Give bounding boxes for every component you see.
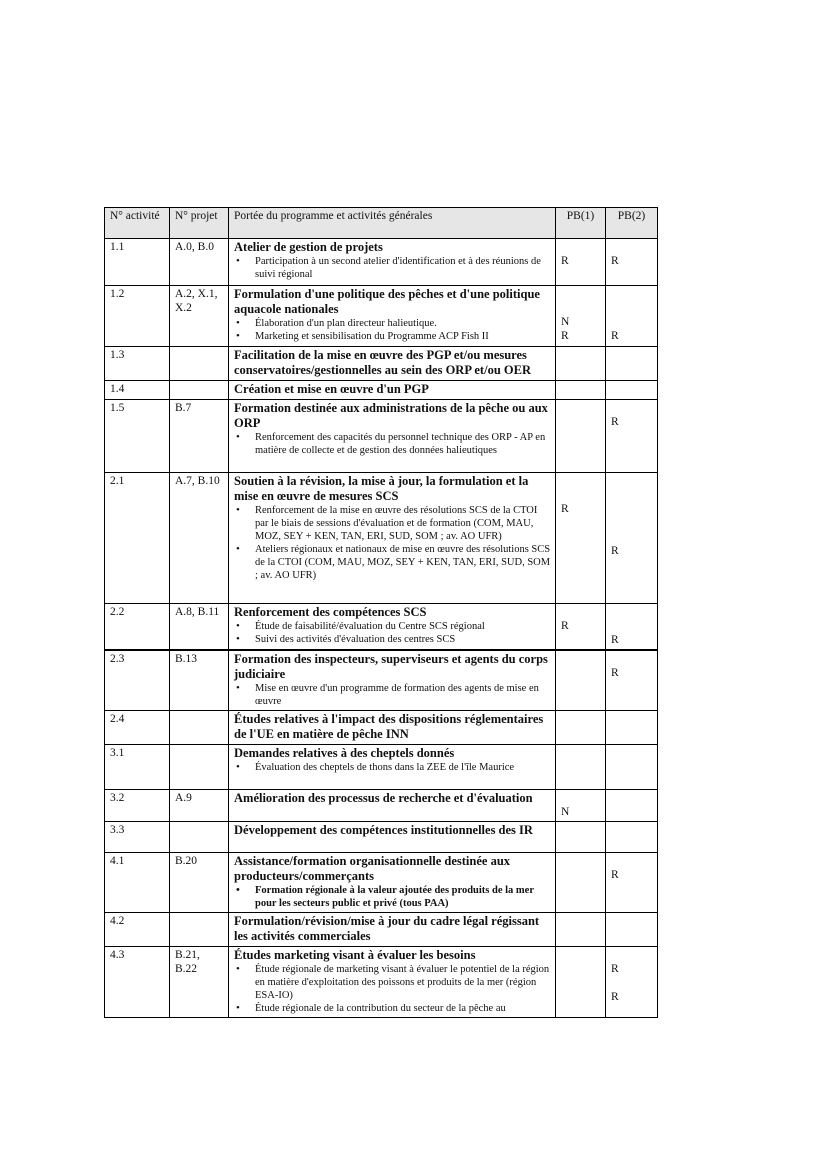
table-row [105,745,658,790]
pb2-cell [606,853,658,913]
scope-cell [229,381,556,400]
bullet-item: • Évaluation des cheptels de thons dans la ZEE de l'île Maurice [234,761,551,774]
project-number-cell [170,822,229,853]
header-scope: Portée du programme et activités générales [229,208,556,239]
activity-title: Formation destinée aux administrations de la pêche ou aux ORP [234,401,548,430]
pb-spacer [611,474,653,488]
project-number-cell: A.8, B.11 [170,604,229,651]
pb2-cell [606,239,658,286]
activity-title: Études relatives à l'impact des dispositions réglementaires de l'UE en matière de pêche INN [234,712,544,741]
project-number-cell: A.0, B.0 [170,239,229,286]
activity-title: Formation des inspecteurs, superviseurs et agents du corps judiciaire [234,652,548,681]
bullet-item: • Formation régionale à la valeur ajoutée des produits de la mer pour les secteurs public et privé (tous PAA) [234,884,551,910]
table-row [105,473,658,604]
table-row [105,947,658,1018]
activity-number-cell: 4.3 [105,947,170,1018]
table-row [105,286,658,347]
activity-title: Formulation d'une politique des pêches et d'une politique aquacole nationales [234,287,540,316]
pb1-cell [556,400,606,473]
activity-bullets [234,504,551,582]
pb1-value: R [561,503,569,515]
scope-cell [229,473,556,604]
activity-number-cell: 1.1 [105,239,170,286]
pb-spacer [561,791,601,805]
pb2-value: R [611,963,619,975]
bullet-item: • Renforcement de la mise en œuvre des résolutions SCS de la CTOI par le biais de sessions d'évaluation et de formation (COM, MAU, MOZ, SEY + KEN, TAN, ERI, SUD, SOM ; av. AO UFR) [234,504,551,543]
header-pb2: PB(2) [606,208,658,239]
activity-title: Soutien à la révision, la mise à jour, la formulation et la mise en œuvre de mesures SCS [234,474,529,503]
header-activity-number: N° activité [105,208,170,239]
pb1-cell [556,239,606,286]
activity-number-cell: 1.3 [105,347,170,381]
scope-cell [229,822,556,853]
pb2-value: R [611,634,619,646]
pb-spacer [561,488,601,502]
pb1-cell [556,473,606,604]
header-pb1: PB(1) [556,208,606,239]
scope-cell [229,913,556,947]
activity-title: Amélioration des processus de recherche et d'évaluation [234,791,533,805]
pb-spacer [611,530,653,544]
pb2-value: R [611,991,619,1003]
pb-spacer [561,240,601,254]
activity-number-cell: 2.2 [105,604,170,651]
scope-cell [229,745,556,790]
pb2-cell [606,650,658,711]
scope-cell [229,790,556,822]
pb1-cell [556,650,606,711]
pb-spacer [611,401,653,415]
activity-bullets [234,963,551,1015]
pb2-value: R [611,330,619,342]
activity-number-cell: 4.1 [105,853,170,913]
activity-title: Facilitation de la mise en œuvre des PGP et/ou mesures conservatoires/gestionnelles au sein des ORP et/ou OER [234,348,531,377]
table-row [105,604,658,651]
activity-number-cell: 2.3 [105,650,170,711]
activity-title: Études marketing visant à évaluer les besoins [234,948,476,962]
activity-number-cell: 4.2 [105,913,170,947]
activity-bullets [234,682,551,708]
pb-spacer [561,474,601,488]
bullet-item: • Mise en œuvre d'un programme de formation des agents de mise en œuvre [234,682,551,708]
scope-cell [229,239,556,286]
activity-number-cell: 3.1 [105,745,170,790]
pb2-cell [606,711,658,745]
pb2-cell [606,745,658,790]
scope-cell [229,286,556,347]
pb-spacer [611,240,653,254]
pb2-cell [606,604,658,651]
bullet-item: • Étude régionale de la contribution du secteur de la pêche au [234,1002,551,1015]
activity-number-cell: 1.2 [105,286,170,347]
project-number-cell [170,347,229,381]
scope-cell [229,400,556,473]
pb1-cell [556,853,606,913]
bullet-item: • Renforcement des capacités du personnel technique des ORP - AP en matière de collecte et de gestion des données halieutiques [234,431,551,457]
pb2-value: R [611,255,619,267]
scope-cell [229,347,556,381]
pb2-value: R [611,869,619,881]
pb1-cell [556,947,606,1018]
pb-spacer [611,976,653,990]
header-project-number: N° projet [170,208,229,239]
pb-spacer [611,652,653,666]
pb-spacer [611,287,653,301]
table-header-row [105,208,658,239]
table-row [105,913,658,947]
activity-title: Assistance/formation organisationnelle destinée aux producteurs/commerçants [234,854,511,883]
table-row [105,822,658,853]
bullet-item: • Participation à un second atelier d'identification et à des réunions de suivi régional [234,255,551,281]
project-number-cell: A.9 [170,790,229,822]
pb-spacer [561,301,601,315]
pb1-cell [556,822,606,853]
scope-cell [229,947,556,1018]
project-number-cell: A.2, X.1, X.2 [170,286,229,347]
pb2-cell [606,913,658,947]
activity-bullets [234,431,551,457]
pb2-cell [606,947,658,1018]
pb2-cell [606,790,658,822]
project-number-cell: B.13 [170,650,229,711]
pb-spacer [611,948,653,962]
bullet-item: • Étude de faisabilité/évaluation du Centre SCS régional [234,620,551,633]
scope-cell [229,650,556,711]
scope-cell [229,853,556,913]
table-row [105,239,658,286]
pb-spacer [611,315,653,329]
activity-bullets [234,317,551,343]
table-row [105,853,658,913]
project-number-cell [170,745,229,790]
table-row [105,400,658,473]
activity-title: Renforcement des compétences SCS [234,605,427,619]
activity-number-cell: 1.5 [105,400,170,473]
table-row [105,381,658,400]
pb1-cell [556,745,606,790]
activity-bullets [234,884,551,910]
activity-title: Formulation/révision/mise à jour du cadre légal régissant les activités commerciales [234,914,540,943]
pb2-cell [606,473,658,604]
project-number-cell: B.20 [170,853,229,913]
pb2-cell [606,400,658,473]
activity-number-cell: 3.2 [105,790,170,822]
project-number-cell [170,381,229,400]
pb1-cell [556,790,606,822]
bullet-item: • Suivi des activités d'évaluation des centres SCS [234,633,551,646]
project-number-cell: B.21, B.22 [170,947,229,1018]
pb-spacer [611,619,653,633]
pb1-cell [556,604,606,651]
pb2-value: R [611,545,619,557]
activity-title: Création et mise en œuvre d'un PGP [234,382,429,396]
activity-number-cell: 1.4 [105,381,170,400]
pb1-cell [556,913,606,947]
pb1-value: R [561,255,569,267]
pb-spacer [561,287,601,301]
pb1-value: N [561,316,570,328]
pb1-value: R [561,620,569,632]
pb-spacer [611,854,653,868]
project-number-cell: A.7, B.10 [170,473,229,604]
project-number-cell: B.7 [170,400,229,473]
activity-title: Développement des compétences institutionnelles des IR [234,823,533,837]
project-number-cell [170,711,229,745]
activity-number-cell: 3.3 [105,822,170,853]
bullet-item: • Étude régionale de marketing visant à évaluer le potentiel de la région en matière d'exploitation des poissons et produits de la mer (région ESA-IO) [234,963,551,1002]
pb-spacer [611,488,653,502]
pb-spacer [611,516,653,530]
table-row [105,790,658,822]
scope-cell [229,604,556,651]
table-body [105,239,658,1018]
pb2-value: R [611,416,619,428]
activity-number-cell: 2.4 [105,711,170,745]
activity-bullets [234,255,551,281]
bullet-item: • Marketing et sensibilisation du Programme ACP Fish II [234,330,551,343]
bullet-item: • Élaboration d'un plan directeur halieutique. [234,317,551,330]
scope-cell [229,711,556,745]
table-row [105,650,658,711]
pb2-cell [606,381,658,400]
activity-bullets [234,761,551,774]
activity-title: Atelier de gestion de projets [234,240,383,254]
project-number-cell [170,913,229,947]
pb1-cell [556,347,606,381]
pb-spacer [561,605,601,619]
pb1-value: R [561,330,569,342]
pb2-value: R [611,667,619,679]
activity-bullets [234,620,551,646]
pb-spacer [611,605,653,619]
table-row [105,711,658,745]
pb1-cell [556,286,606,347]
pb1-cell [556,381,606,400]
pb-spacer [611,301,653,315]
activity-number-cell: 2.1 [105,473,170,604]
pb1-value: N [561,806,570,818]
pb1-cell [556,711,606,745]
pb-spacer [611,502,653,516]
pb2-cell [606,822,658,853]
table-row [105,347,658,381]
program-activities-table [104,207,658,1018]
pb2-cell [606,347,658,381]
pb2-cell [606,286,658,347]
activity-title: Demandes relatives à des cheptels donnés [234,746,455,760]
bullet-item: • Ateliers régionaux et nationaux de mise en œuvre des résolutions SCS de la CTOI (COM, MAU, MOZ, SEY + KEN, TAN, ERI, SUD, SOM ; av. AO UFR) [234,543,551,582]
